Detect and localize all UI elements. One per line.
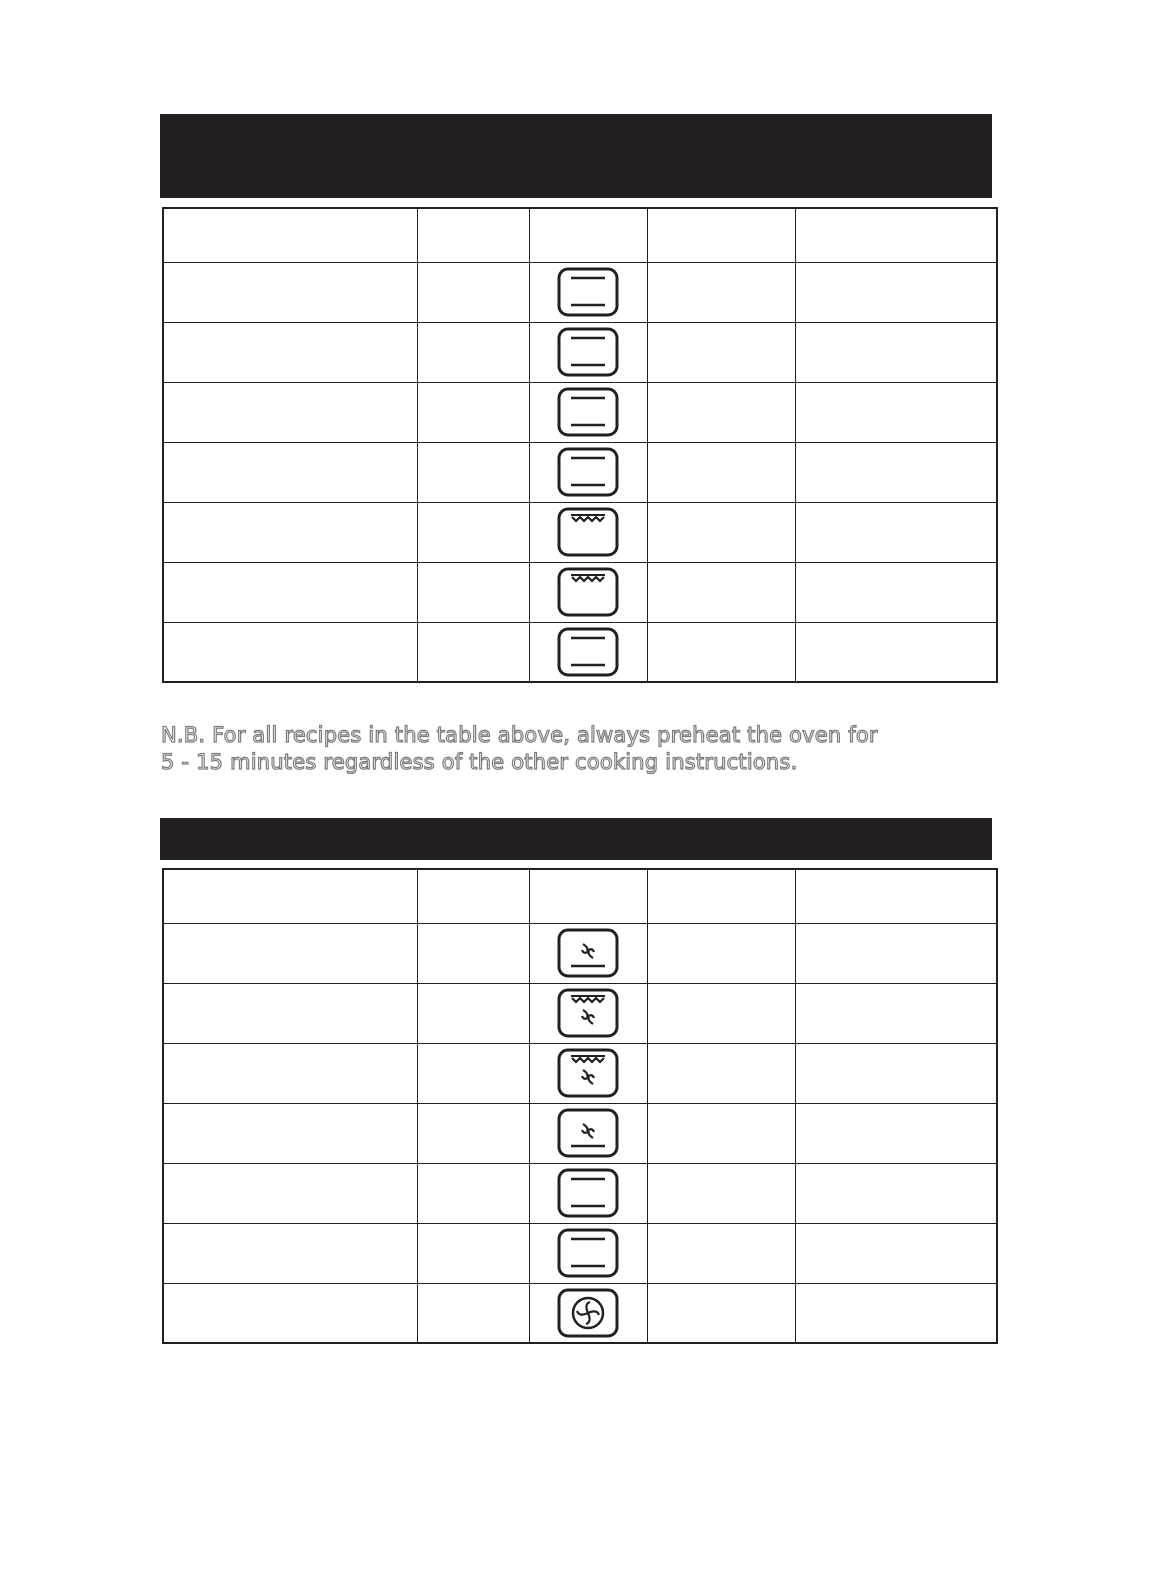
- table-cell: [163, 1223, 417, 1283]
- note-line-1: N.B. For all recipes in the table above, always preheat the oven for: [161, 723, 878, 747]
- cooking-mode-cell: [529, 1163, 647, 1223]
- table-cell: [163, 442, 417, 502]
- table-row: [163, 382, 997, 442]
- table-cell: [163, 983, 417, 1043]
- table-cell: [795, 382, 997, 442]
- cooking-mode-cell: [529, 262, 647, 322]
- preheat-note: [161, 722, 981, 776]
- circular-fan-icon: [556, 1287, 620, 1339]
- header-cell: [417, 208, 529, 262]
- table-cell: [417, 562, 529, 622]
- table-cell: [417, 1223, 529, 1283]
- table-cell: [647, 622, 795, 682]
- header-cell: [647, 869, 795, 923]
- header-cell: [417, 869, 529, 923]
- table-cell: [647, 382, 795, 442]
- table-cell: [795, 1163, 997, 1223]
- table-row: [163, 562, 997, 622]
- table-cell: [647, 322, 795, 382]
- fan-grill-icon: [556, 987, 620, 1039]
- table-header-row: [163, 208, 997, 262]
- table-cell: [163, 322, 417, 382]
- table-cell: [795, 923, 997, 983]
- table-cell: [647, 442, 795, 502]
- conventional-oven-icon: [556, 1227, 620, 1279]
- table-row: [163, 1043, 997, 1103]
- table-cell: [163, 1163, 417, 1223]
- table-cell: [795, 622, 997, 682]
- cooking-mode-cell: [529, 562, 647, 622]
- table-cell: [795, 1043, 997, 1103]
- conventional-oven-icon: [556, 446, 620, 498]
- cooking-mode-cell: [529, 442, 647, 502]
- header-cell: [795, 869, 997, 923]
- table-cell: [163, 562, 417, 622]
- table-cell: [647, 1043, 795, 1103]
- fan-assisted-icon: [556, 1107, 620, 1159]
- table-cell: [417, 382, 529, 442]
- table-cell: [163, 262, 417, 322]
- table-cell: [647, 262, 795, 322]
- cooking-mode-cell: [529, 983, 647, 1043]
- table-row: [163, 1103, 997, 1163]
- table-row: [163, 1283, 997, 1343]
- table-cell: [795, 1283, 997, 1343]
- table-cell: [647, 1223, 795, 1283]
- cooking-mode-cell: [529, 622, 647, 682]
- grill-icon: [556, 566, 620, 618]
- table-row: [163, 502, 997, 562]
- cooking-mode-cell: [529, 322, 647, 382]
- table-cell: [647, 1163, 795, 1223]
- cooking-mode-cell: [529, 1223, 647, 1283]
- table-cell: [795, 983, 997, 1043]
- table-cell: [795, 1103, 997, 1163]
- header-cell: [163, 869, 417, 923]
- table-row: [163, 923, 997, 983]
- table-cell: [417, 1283, 529, 1343]
- table-cell: [795, 562, 997, 622]
- table-1-banner: [160, 114, 992, 198]
- table-cell: [163, 1103, 417, 1163]
- table-cell: [795, 1223, 997, 1283]
- table-row: [163, 442, 997, 502]
- table-cell: [795, 442, 997, 502]
- table-row: [163, 1163, 997, 1223]
- header-cell: [163, 208, 417, 262]
- table-cell: [163, 622, 417, 682]
- table-row: [163, 1223, 997, 1283]
- table-cell: [163, 1043, 417, 1103]
- table-row: [163, 983, 997, 1043]
- fan-grill-icon: [556, 1047, 620, 1099]
- cooking-mode-cell: [529, 1103, 647, 1163]
- header-cell: [529, 208, 647, 262]
- table-cell: [647, 1103, 795, 1163]
- cooking-mode-cell: [529, 382, 647, 442]
- table-cell: [417, 262, 529, 322]
- table-cell: [417, 923, 529, 983]
- table-cell: [417, 622, 529, 682]
- table-header-row: [163, 869, 997, 923]
- table-cell: [795, 502, 997, 562]
- conventional-oven-icon: [556, 266, 620, 318]
- conventional-oven-icon: [556, 326, 620, 378]
- grill-icon: [556, 506, 620, 558]
- table-cell: [647, 923, 795, 983]
- fan-assisted-icon: [556, 927, 620, 979]
- header-cell: [529, 869, 647, 923]
- table-cell: [417, 1043, 529, 1103]
- table-cell: [417, 502, 529, 562]
- conventional-oven-icon: [556, 1167, 620, 1219]
- table-cell: [417, 983, 529, 1043]
- cooking-mode-cell: [529, 502, 647, 562]
- table-cell: [647, 1283, 795, 1343]
- table-cell: [417, 442, 529, 502]
- table-cell: [163, 382, 417, 442]
- conventional-oven-icon: [556, 626, 620, 678]
- cooking-mode-cell: [529, 923, 647, 983]
- table-cell: [647, 983, 795, 1043]
- table-cell: [163, 502, 417, 562]
- table-cell: [417, 322, 529, 382]
- table-cell: [417, 1103, 529, 1163]
- cooking-mode-cell: [529, 1283, 647, 1343]
- conventional-oven-icon: [556, 386, 620, 438]
- table-row: [163, 262, 997, 322]
- table-cell: [795, 322, 997, 382]
- table-2-banner: [160, 818, 992, 860]
- cooking-table-2: [162, 868, 998, 1344]
- table-row: [163, 322, 997, 382]
- table-row: [163, 622, 997, 682]
- table-cell: [417, 1163, 529, 1223]
- cooking-table-1: [162, 207, 998, 683]
- header-cell: [795, 208, 997, 262]
- table-cell: [163, 1283, 417, 1343]
- cooking-mode-cell: [529, 1043, 647, 1103]
- table-cell: [647, 502, 795, 562]
- table-cell: [163, 923, 417, 983]
- note-line-2: 5 - 15 minutes regardless of the other cooking instructions.: [161, 750, 798, 774]
- header-cell: [647, 208, 795, 262]
- table-cell: [647, 562, 795, 622]
- table-cell: [795, 262, 997, 322]
